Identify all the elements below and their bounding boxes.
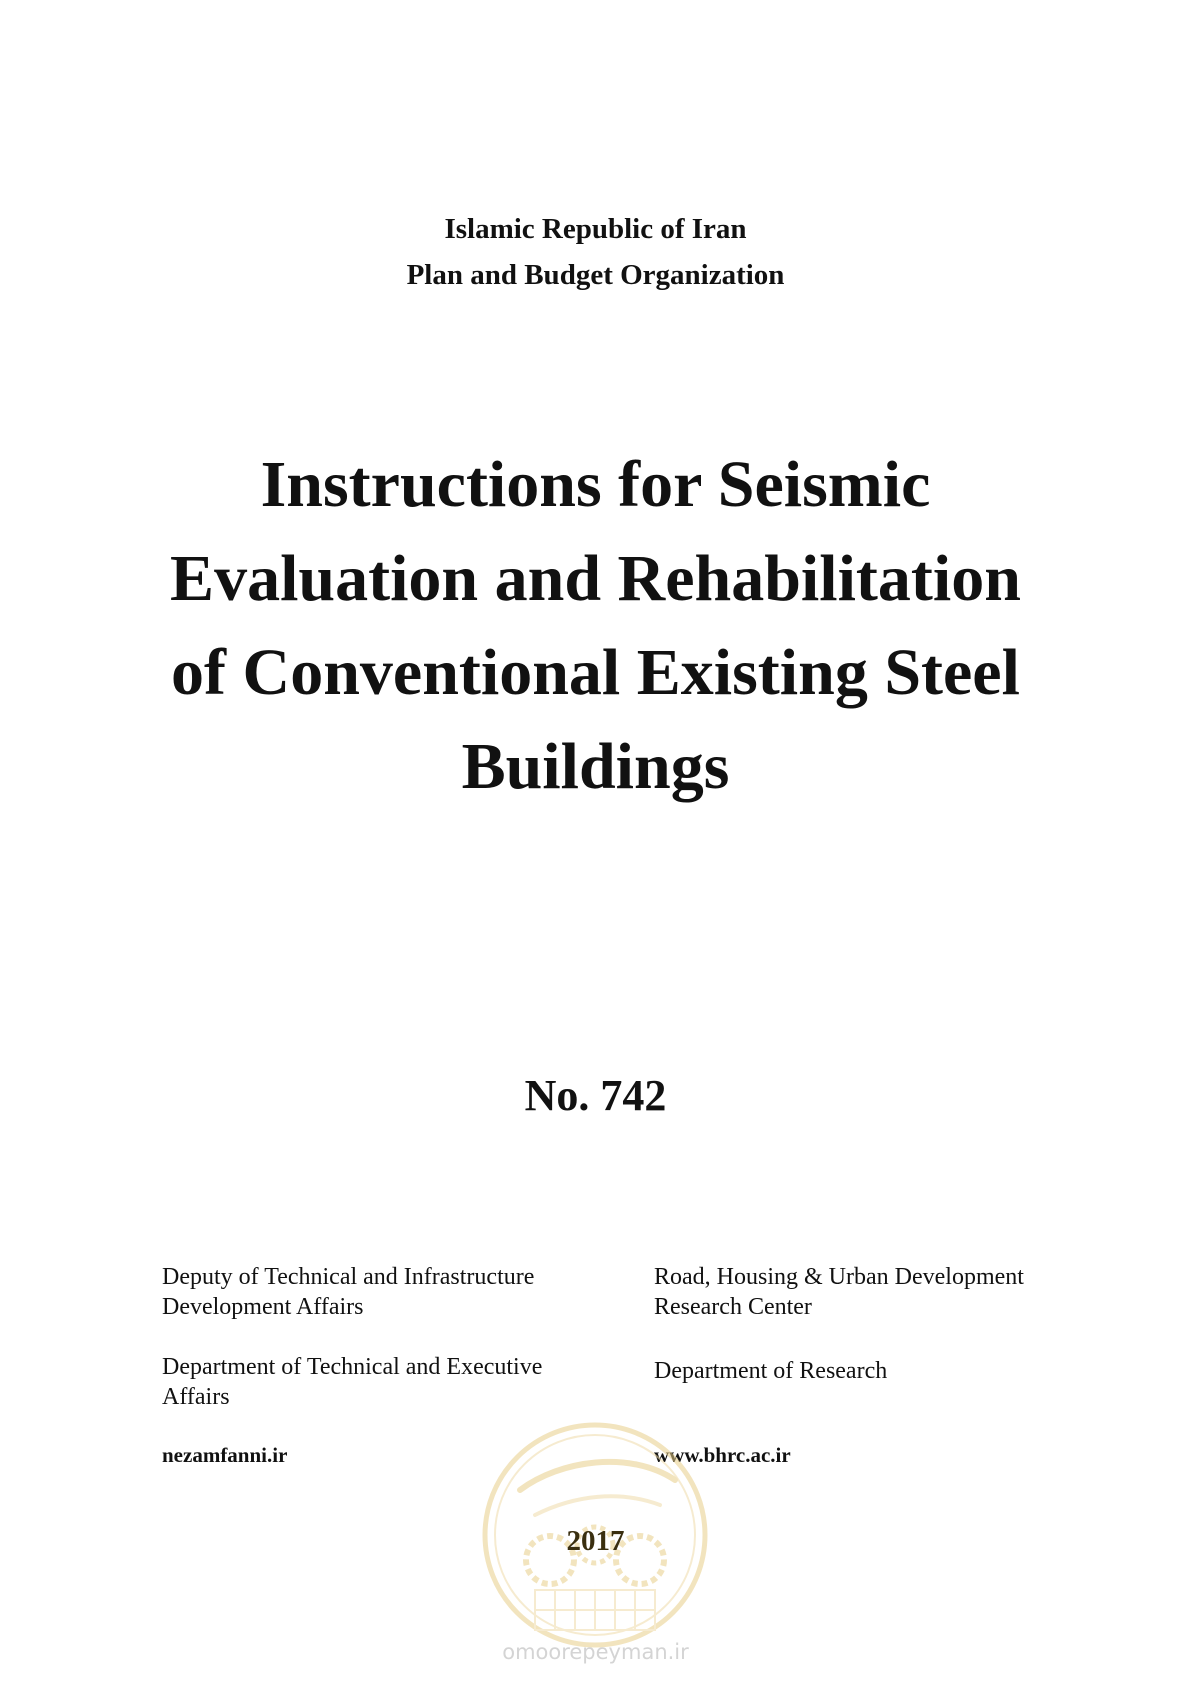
research-center: Road, Housing & Urban Development Research Center <box>654 1264 1024 1320</box>
watermark-site: omoorepeyman.ir <box>502 1640 689 1664</box>
issuing-authority <box>0 206 1191 298</box>
country-name: Islamic Republic of Iran <box>444 213 747 245</box>
technical-department: Department of Technical and Executive Affairs <box>162 1354 543 1410</box>
publication-year: 2017 <box>566 1525 625 1557</box>
deputy-office: Deputy of Technical and Infrastructure Development Affairs <box>162 1264 535 1320</box>
research-department: Department of Research <box>654 1358 888 1384</box>
left-website-link[interactable]: nezamfanni.ir <box>162 1443 288 1467</box>
publication-number: No. 742 <box>524 1071 667 1120</box>
organization-name: Plan and Budget Organization <box>406 259 785 291</box>
title-line-3: of Conventional Existing Steel <box>171 636 1020 709</box>
right-website-link[interactable]: www.bhrc.ac.ir <box>654 1443 791 1467</box>
document-title <box>95 438 1096 814</box>
title-line-1: Instructions for Seismic <box>260 448 931 521</box>
title-line-4: Buildings <box>461 730 730 803</box>
title-line-2: Evaluation and Rehabilitation <box>170 542 1021 615</box>
